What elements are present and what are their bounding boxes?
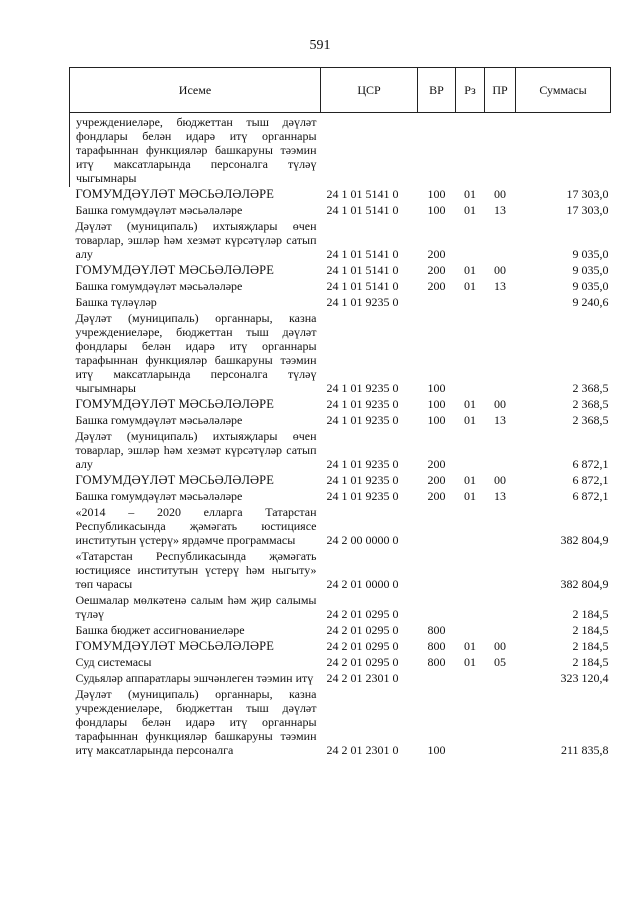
cell-pr bbox=[485, 623, 516, 639]
cell-name: Башка бюджет ассигнованиеләре bbox=[75, 623, 245, 637]
cell-vr: 200 bbox=[427, 279, 446, 293]
header-pr: ПР bbox=[485, 68, 516, 113]
cell-rz bbox=[456, 429, 485, 473]
cell-vr: 200 bbox=[427, 247, 446, 261]
table-row bbox=[70, 473, 611, 489]
cell-sum: 9 035,0 bbox=[572, 279, 609, 293]
cell-sum: 6 872,1 bbox=[572, 489, 609, 503]
cell-rz: 01 bbox=[464, 263, 476, 277]
cell-sum: 17 303,0 bbox=[566, 203, 609, 217]
cell-name: Дәүләт (муниципаль) органнары, казна учреждениеләре, бюджеттан тыш дәүләт фондлары белән идарә итү органнары тарафыннан функцияләр башкаруны тәэмин итү максатларында персоналга bbox=[75, 687, 317, 757]
cell-pr: 13 bbox=[494, 413, 506, 427]
cell-sum: 9 240,6 bbox=[572, 295, 609, 309]
cell-rz: 01 bbox=[464, 473, 476, 487]
cell-rz bbox=[456, 671, 485, 687]
cell-pr bbox=[485, 295, 516, 311]
cell-rz bbox=[456, 113, 485, 188]
cell-name: Башка гомумдәүләт мәсьәләләре bbox=[75, 413, 243, 427]
cell-name: Судьяләр аппаратлары эшчәнлеген тәэмин итү bbox=[75, 671, 314, 685]
cell-rz: 01 bbox=[464, 397, 476, 411]
cell-csr: 24 1 01 9235 0 bbox=[326, 381, 399, 395]
cell-csr: 24 1 01 9235 0 bbox=[326, 413, 399, 427]
cell-csr: 24 1 01 9235 0 bbox=[326, 397, 399, 411]
cell-rz bbox=[456, 687, 485, 759]
cell-sum: 6 872,1 bbox=[572, 473, 609, 487]
cell-sum: 2 184,5 bbox=[572, 639, 609, 653]
cell-rz bbox=[456, 549, 485, 593]
table-row bbox=[70, 219, 611, 263]
table-row bbox=[70, 549, 611, 593]
cell-sum: 323 120,4 bbox=[560, 671, 609, 685]
cell-csr: 24 2 01 0295 0 bbox=[326, 623, 399, 637]
table-row bbox=[70, 203, 611, 219]
cell-csr: 24 2 01 0295 0 bbox=[326, 639, 399, 653]
cell-vr: 100 bbox=[427, 381, 446, 395]
cell-vr: 100 bbox=[427, 743, 446, 757]
cell-pr bbox=[485, 549, 516, 593]
cell-sum: 211 835,8 bbox=[560, 743, 609, 757]
header-sum: Суммасы bbox=[516, 68, 611, 113]
cell-csr: 24 1 01 5141 0 bbox=[326, 247, 399, 261]
cell-vr bbox=[418, 295, 456, 311]
cell-pr bbox=[485, 671, 516, 687]
cell-csr: 24 2 01 0000 0 bbox=[326, 577, 399, 591]
table-row bbox=[70, 413, 611, 429]
cell-pr bbox=[485, 687, 516, 759]
cell-rz: 01 bbox=[464, 413, 476, 427]
cell-csr: 24 2 00 0000 0 bbox=[326, 533, 399, 547]
cell-rz: 01 bbox=[464, 187, 476, 201]
cell-rz: 01 bbox=[464, 279, 476, 293]
cell-vr: 200 bbox=[427, 457, 446, 471]
cell-sum: 2 368,5 bbox=[572, 381, 609, 395]
cell-rz bbox=[456, 311, 485, 397]
cell-name: Дәүләт (муниципаль) органнары, казна учреждениеләре, бюджеттан тыш дәүләт фондлары белән идарә итү органнары тарафыннан функцияләр башкаруны тәэмин итү максатларында персоналга түләү чыгымнары bbox=[75, 311, 317, 395]
cell-vr: 800 bbox=[427, 623, 446, 637]
cell-sum: 6 872,1 bbox=[572, 457, 609, 471]
cell-rz: 01 bbox=[464, 203, 476, 217]
cell-pr: 00 bbox=[494, 263, 506, 277]
cell-rz bbox=[456, 593, 485, 623]
header-vr: ВР bbox=[418, 68, 456, 113]
header-csr: ЦСР bbox=[321, 68, 418, 113]
cell-pr: 00 bbox=[494, 639, 506, 653]
table-row bbox=[70, 655, 611, 671]
cell-pr bbox=[485, 505, 516, 549]
cell-name: ГОМУМДӘҮЛӘТ МӘСЬӘЛӘЛӘРЕ bbox=[75, 639, 274, 653]
cell-vr: 100 bbox=[427, 413, 446, 427]
cell-vr: 100 bbox=[427, 187, 446, 201]
cell-pr: 00 bbox=[494, 473, 506, 487]
cell-csr: 24 1 01 5141 0 bbox=[326, 203, 399, 217]
table-body bbox=[70, 113, 611, 760]
header-rz: Рз bbox=[456, 68, 485, 113]
cell-sum: 2 184,5 bbox=[572, 623, 609, 637]
cell-pr bbox=[485, 311, 516, 397]
cell-csr: 24 1 01 5141 0 bbox=[326, 263, 399, 277]
cell-vr: 800 bbox=[427, 655, 446, 669]
table-row bbox=[70, 187, 611, 203]
cell-pr: 00 bbox=[494, 397, 506, 411]
cell-name: учреждениеләре, бюджеттан тыш дәүләт фондлары белән идарә итү органнары тарафыннан функцияләр башкаруны тәэмин итү максатларында персоналга түләү чыгымнары bbox=[70, 113, 321, 188]
cell-name: Башка гомумдәүләт мәсьәләләре bbox=[75, 279, 243, 293]
cell-csr: 24 2 01 2301 0 bbox=[326, 743, 399, 757]
cell-name: Дәүләт (муниципаль) ихтыяҗлары өчен товарлар, эшләр һәм хезмәт күрсәтүләр сатып алу bbox=[75, 219, 317, 261]
cell-csr: 24 1 01 9235 0 bbox=[326, 489, 399, 503]
cell-pr: 13 bbox=[494, 203, 506, 217]
cell-csr: 24 1 01 5141 0 bbox=[326, 187, 399, 201]
cell-sum: 2 184,5 bbox=[572, 655, 609, 669]
cell-pr bbox=[485, 219, 516, 263]
cell-csr: 24 1 01 9235 0 bbox=[326, 473, 399, 487]
cell-vr: 100 bbox=[427, 203, 446, 217]
table-row bbox=[70, 113, 611, 188]
table-row bbox=[70, 429, 611, 473]
cell-vr bbox=[418, 593, 456, 623]
cell-csr: 24 2 01 0295 0 bbox=[326, 655, 399, 669]
cell-sum bbox=[516, 113, 611, 188]
cell-pr: 05 bbox=[494, 655, 506, 669]
cell-pr bbox=[485, 429, 516, 473]
cell-sum: 382 804,9 bbox=[560, 533, 609, 547]
cell-vr bbox=[418, 671, 456, 687]
cell-csr: 24 2 01 2301 0 bbox=[326, 671, 399, 685]
page-number: 591 bbox=[309, 38, 331, 53]
table-row bbox=[70, 639, 611, 655]
cell-name: Башка гомумдәүләт мәсьәләләре bbox=[75, 203, 243, 217]
header-name: Исеме bbox=[70, 68, 321, 113]
cell-name: Башка гомумдәүләт мәсьәләләре bbox=[75, 489, 243, 503]
cell-csr: 24 2 01 0295 0 bbox=[326, 607, 399, 621]
cell-vr bbox=[418, 113, 456, 188]
cell-rz bbox=[456, 219, 485, 263]
cell-csr: 24 1 01 5141 0 bbox=[326, 279, 399, 293]
cell-pr bbox=[485, 593, 516, 623]
cell-rz: 01 bbox=[464, 489, 476, 503]
cell-rz bbox=[456, 623, 485, 639]
table-row bbox=[70, 295, 611, 311]
table-row bbox=[70, 505, 611, 549]
cell-name: «Татарстан Республикасында җәмәгать юстициясе институтын үстерү һәм ныгыту» төп чарасы bbox=[75, 549, 317, 591]
cell-pr: 13 bbox=[494, 489, 506, 503]
cell-sum: 17 303,0 bbox=[566, 187, 609, 201]
cell-name: «2014 – 2020 елларга Татарстан Республикасында җәмәгать юстициясе институтын үстерү» ярдәмче программасы bbox=[75, 505, 317, 547]
cell-name: Суд системасы bbox=[75, 655, 152, 669]
cell-name: Дәүләт (муниципаль) ихтыяҗлары өчен товарлар, эшләр һәм хезмәт күрсәтүләр сатып алу bbox=[75, 429, 317, 471]
cell-pr bbox=[485, 113, 516, 188]
cell-name: Башка түләүләр bbox=[75, 295, 157, 309]
cell-name: Оешмалар мөлкәтенә салым һәм җир салымы түләү bbox=[75, 593, 317, 621]
table-row bbox=[70, 671, 611, 687]
cell-vr: 100 bbox=[427, 397, 446, 411]
cell-sum: 2 368,5 bbox=[572, 413, 609, 427]
cell-name: ГОМУМДӘҮЛӘТ МӘСЬӘЛӘЛӘРЕ bbox=[75, 397, 274, 411]
cell-name: ГОМУМДӘҮЛӘТ МӘСЬӘЛӘЛӘРЕ bbox=[75, 473, 274, 487]
cell-vr bbox=[418, 505, 456, 549]
cell-rz bbox=[456, 505, 485, 549]
cell-vr: 200 bbox=[427, 263, 446, 277]
table-row bbox=[70, 489, 611, 505]
table-row bbox=[70, 279, 611, 295]
cell-csr: 24 1 01 9235 0 bbox=[326, 295, 399, 309]
table-header-row bbox=[70, 68, 611, 113]
table-row bbox=[70, 623, 611, 639]
cell-name: ГОМУМДӘҮЛӘТ МӘСЬӘЛӘЛӘРЕ bbox=[75, 263, 274, 277]
cell-vr bbox=[418, 549, 456, 593]
table-row bbox=[70, 397, 611, 413]
cell-sum: 9 035,0 bbox=[572, 247, 609, 261]
cell-vr: 800 bbox=[427, 639, 446, 653]
cell-pr: 13 bbox=[494, 279, 506, 293]
cell-name: ГОМУМДӘҮЛӘТ МӘСЬӘЛӘЛӘРЕ bbox=[75, 187, 274, 201]
cell-pr: 00 bbox=[494, 187, 506, 201]
cell-vr: 200 bbox=[427, 489, 446, 503]
table-row bbox=[70, 311, 611, 397]
table-row bbox=[70, 593, 611, 623]
cell-rz: 01 bbox=[464, 639, 476, 653]
table-row bbox=[70, 687, 611, 759]
cell-sum: 382 804,9 bbox=[560, 577, 609, 591]
cell-sum: 9 035,0 bbox=[572, 263, 609, 277]
cell-sum: 2 184,5 bbox=[572, 607, 609, 621]
cell-rz: 01 bbox=[464, 655, 476, 669]
cell-csr: 24 1 01 9235 0 bbox=[326, 457, 399, 471]
table-row bbox=[70, 263, 611, 279]
cell-vr: 200 bbox=[427, 473, 446, 487]
budget-table bbox=[69, 67, 611, 759]
cell-csr bbox=[321, 113, 418, 188]
cell-sum: 2 368,5 bbox=[572, 397, 609, 411]
cell-rz bbox=[456, 295, 485, 311]
